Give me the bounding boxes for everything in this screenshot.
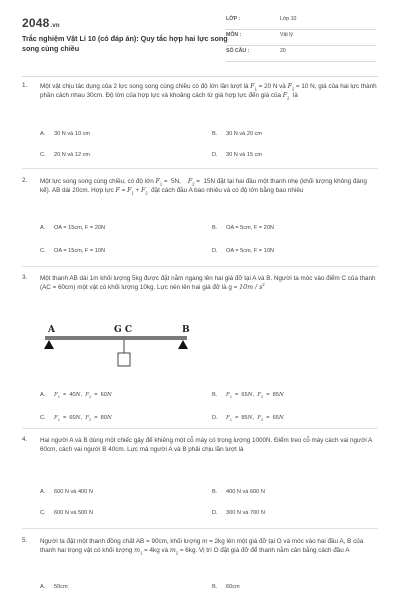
- question-number: 2.: [22, 177, 28, 184]
- option-c[interactable]: [40, 152, 90, 158]
- meta-key: SỐ CÂU :: [226, 48, 250, 54]
- logo-main: 2048: [22, 16, 50, 30]
- meta-value: Vật lý: [280, 32, 293, 38]
- question-divider: [22, 168, 378, 169]
- option-label: D.: [212, 415, 218, 421]
- option-label: A.: [40, 392, 46, 398]
- question-text: Một vật chịu tác dụng của 2 lực song song cùng chiều có độ lớn lần lượt là $F_1 = 20$ N và $F_2 = 10$ N, giá của hai lực thành phần cách nhau 30cm. Độ lớn của hợp lực và khoảng cách từ giá hợp lực đến giá của $F_2$ là: [40, 83, 377, 101]
- option-label: B.: [212, 489, 218, 495]
- question-divider: [22, 428, 378, 429]
- option-d[interactable]: [212, 510, 265, 516]
- option-text: $F_1 = 65N$, $F_2 = 85N$: [226, 392, 284, 400]
- rod-diagram: [40, 322, 200, 372]
- question-number: 5.: [22, 537, 28, 544]
- question-2: [22, 177, 378, 263]
- option-label: B.: [212, 225, 218, 231]
- option-text: 400 N và 600 N: [226, 489, 265, 495]
- option-text: OA = 5cm, F = 20N: [226, 225, 274, 231]
- option-text: 20 N và 12 cm: [54, 152, 91, 158]
- question-divider: [22, 528, 378, 529]
- hanging-weight: [118, 353, 130, 366]
- label-gc: G C: [114, 325, 132, 335]
- option-label: A.: [40, 225, 46, 231]
- label-b: B: [182, 325, 190, 335]
- option-label: D.: [212, 152, 218, 158]
- option-label: C.: [40, 152, 46, 158]
- option-b[interactable]: [212, 489, 265, 495]
- meta-key: MÔN :: [226, 32, 242, 38]
- option-label: A.: [40, 131, 46, 137]
- question-number: 3.: [22, 274, 28, 281]
- option-text: $F_1 = 60N$, $F_2 = 80N$: [54, 415, 112, 423]
- option-b[interactable]: [212, 225, 274, 231]
- option-text: 30 N và 15 cm: [226, 152, 263, 158]
- option-label: C.: [40, 510, 46, 516]
- header-divider: [22, 76, 378, 77]
- option-text: 50cm: [54, 584, 68, 590]
- option-label: B.: [212, 584, 218, 590]
- question-text: Người ta đặt một thanh đồng chất AB = 90cm, khối lượng m = 2kg lên một giá đỡ tại O và móc vào hai đầu A, B của thanh hai trọng vật có khối lượng $m_1 = 4kg$ và $m_2 = 6kg$. Vị trí O đặt giá đỡ để thanh nằm cân bằng cách đầu A: [40, 538, 364, 556]
- rod: [45, 336, 187, 340]
- question-text: Một lực song song cùng chiều, có độ lớn $F_1 = 5N$, $F_2 = 15N$ đặt tại hai đầu một thanh nhẹ (khối lượng không đáng kể). AB dài 20cm. Hợp lực $F = F_1 + F_2$ đặt cách đầu A bao nhiêu và có độ lớn bằng bao nhiêu: [40, 178, 367, 196]
- option-text: 600 N và 500 N: [54, 510, 93, 516]
- option-label: C.: [40, 415, 46, 421]
- meta-table: [226, 14, 376, 62]
- option-a[interactable]: [40, 489, 93, 495]
- question-number: 4.: [22, 436, 28, 443]
- option-text: 60cm: [226, 584, 240, 590]
- option-c[interactable]: [40, 510, 93, 516]
- option-text: OA = 15cm, F = 10N: [54, 248, 105, 254]
- option-label: D.: [212, 510, 218, 516]
- meta-value: Lớp 10: [280, 16, 297, 22]
- meta-row-subject: [226, 30, 376, 46]
- option-d[interactable]: [212, 152, 262, 158]
- question-text: Hai người A và B dùng một chiếc gậy để khiêng một cỗ máy có trọng lượng 1000N. Điểm treo cỗ máy cách vai người A 60cm, cách vai người B 40cm. Lực mà người A và B phải chịu lần lượt là: [40, 437, 372, 453]
- option-a[interactable]: [40, 131, 90, 137]
- option-a[interactable]: [40, 392, 112, 398]
- meta-row-class: [226, 14, 376, 30]
- option-text: $F_1 = 40N$, $F_2 = 60N$: [54, 392, 112, 400]
- option-c[interactable]: [40, 415, 112, 421]
- option-b[interactable]: [212, 584, 240, 590]
- meta-key: LỚP :: [226, 16, 241, 22]
- option-d[interactable]: [212, 248, 274, 254]
- support-a: [44, 340, 54, 349]
- option-label: D.: [212, 248, 218, 254]
- option-text: OA = 15cm, F = 20N: [54, 225, 105, 231]
- option-label: A.: [40, 584, 46, 590]
- question-4: [22, 436, 378, 524]
- option-label: B.: [212, 131, 218, 137]
- option-text: OA = 5cm, F = 10N: [226, 248, 274, 254]
- option-label: C.: [40, 248, 46, 254]
- option-label: B.: [212, 392, 218, 398]
- option-text: $F_1 = 85N$, $F_2 = 65N$: [226, 415, 284, 423]
- page-title: Trắc nghiệm Vật Lí 10 (có đáp án): Quy tắc hợp hai lực song song cùng chiều: [22, 34, 228, 53]
- option-a[interactable]: [40, 225, 105, 231]
- option-text: 600 N và 400 N: [54, 489, 93, 495]
- question-divider: [22, 266, 378, 267]
- option-text: 300 N và 700 N: [226, 510, 265, 516]
- question-number: 1.: [22, 82, 28, 89]
- question-5: [22, 537, 378, 597]
- site-logo[interactable]: [22, 16, 60, 30]
- question-1: [22, 82, 378, 162]
- question-text: Một thanh AB dài 1m khối lượng 5kg được đặt nằm ngang lên hai giá đỡ tại A và B. Người ta móc vào điểm C của thanh (AC = 60cm) một vật có khối lượng 10kg. Lực nén lên hai giá đỡ là $g = 10m / s^2$: [40, 275, 376, 291]
- label-a: A: [48, 325, 55, 335]
- support-b: [178, 340, 188, 349]
- logo-suffix: .vn: [50, 23, 60, 29]
- option-d[interactable]: [212, 415, 284, 421]
- option-label: A.: [40, 489, 46, 495]
- meta-value: 20: [280, 48, 286, 54]
- meta-row-count: [226, 46, 376, 62]
- option-c[interactable]: [40, 248, 105, 254]
- option-b[interactable]: [212, 392, 284, 398]
- option-text: 30 N và 10 cm: [54, 131, 91, 137]
- option-b[interactable]: [212, 131, 262, 137]
- option-a[interactable]: [40, 584, 68, 590]
- option-text: 30 N và 20 cm: [226, 131, 263, 137]
